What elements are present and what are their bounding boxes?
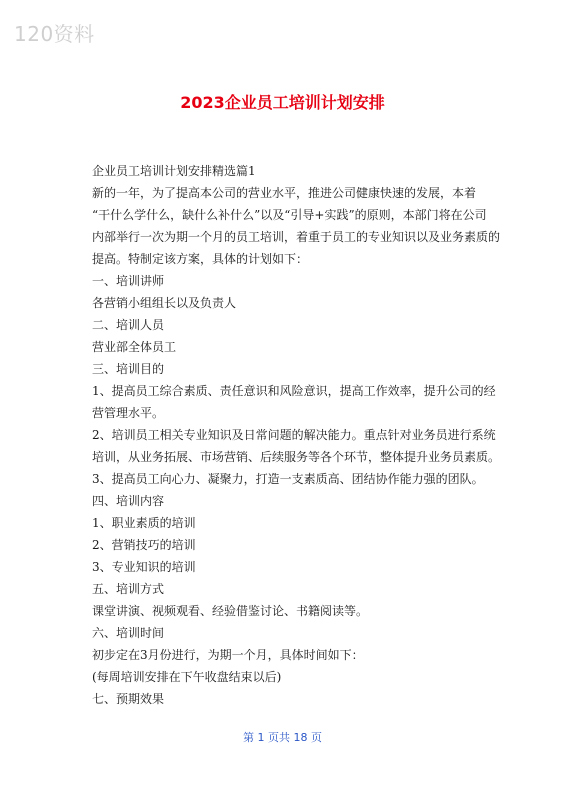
body-line: 2、培训员工相关专业知识及日常问题的解决能力。重点针对业务员进行系统 (92, 428, 496, 442)
section-heading: 五、培训方式 (92, 582, 165, 596)
list-item: 2、营销技巧的培训 (92, 538, 196, 552)
body-line: 培训，从业务拓展、市场营销、后续服务等各个环节，整体提升业务员素质。 (92, 450, 501, 464)
section-heading: 一、培训讲师 (92, 274, 165, 288)
list-item: 1、职业素质的培训 (92, 516, 196, 530)
watermark-logo: 120资料 (14, 22, 95, 46)
section-heading: 三、培训目的 (92, 362, 165, 376)
section-heading: 七、预期效果 (92, 692, 165, 706)
body-line: 营管理水平。 (92, 406, 165, 420)
section-heading: 四、培训内容 (92, 494, 165, 508)
body-line: 营业部全体员工 (92, 340, 177, 354)
body-line: (每周培训安排在下午收盘结束以后) (92, 670, 282, 684)
body-line: 内部举行一次为期一个月的员工培训，着重于员工的专业知识以及业务素质的 (92, 230, 501, 244)
section-heading: 六、培训时间 (92, 626, 165, 640)
body-line: 企业员工培训计划安排精选篇1 (92, 164, 256, 178)
body-line: 提高。特制定该方案，具体的计划如下： (92, 252, 309, 266)
body-line: 各营销小组组长以及负责人 (92, 296, 237, 310)
list-item: 3、专业知识的培训 (92, 560, 196, 574)
body-line: “干什么学什么，缺什么补什么”以及“引导+实践”的原则，本部门将在公司 (92, 208, 487, 222)
document-title: 2023企业员工培训计划安排 (180, 93, 385, 112)
document-body (92, 160, 501, 710)
body-line: 新的一年，为了提高本公司的营业水平，推进公司健康快速的发展，本着 (92, 186, 477, 200)
section-heading: 二、培训人员 (92, 318, 165, 332)
body-line: 初步定在3月份进行，为期一个月，具体时间如下： (92, 648, 364, 662)
body-line: 课堂讲演、视频观看、经验借鉴讨论、书籍阅读等。 (92, 604, 369, 618)
page-indicator: 第 1 页共 18 页 (243, 731, 322, 744)
body-line: 1、提高员工综合素质、责任意识和风险意识，提高工作效率，提升公司的经 (92, 384, 496, 398)
body-line: 3、提高员工向心力、凝聚力，打造一支素质高、团结协作能力强的团队。 (92, 472, 484, 486)
